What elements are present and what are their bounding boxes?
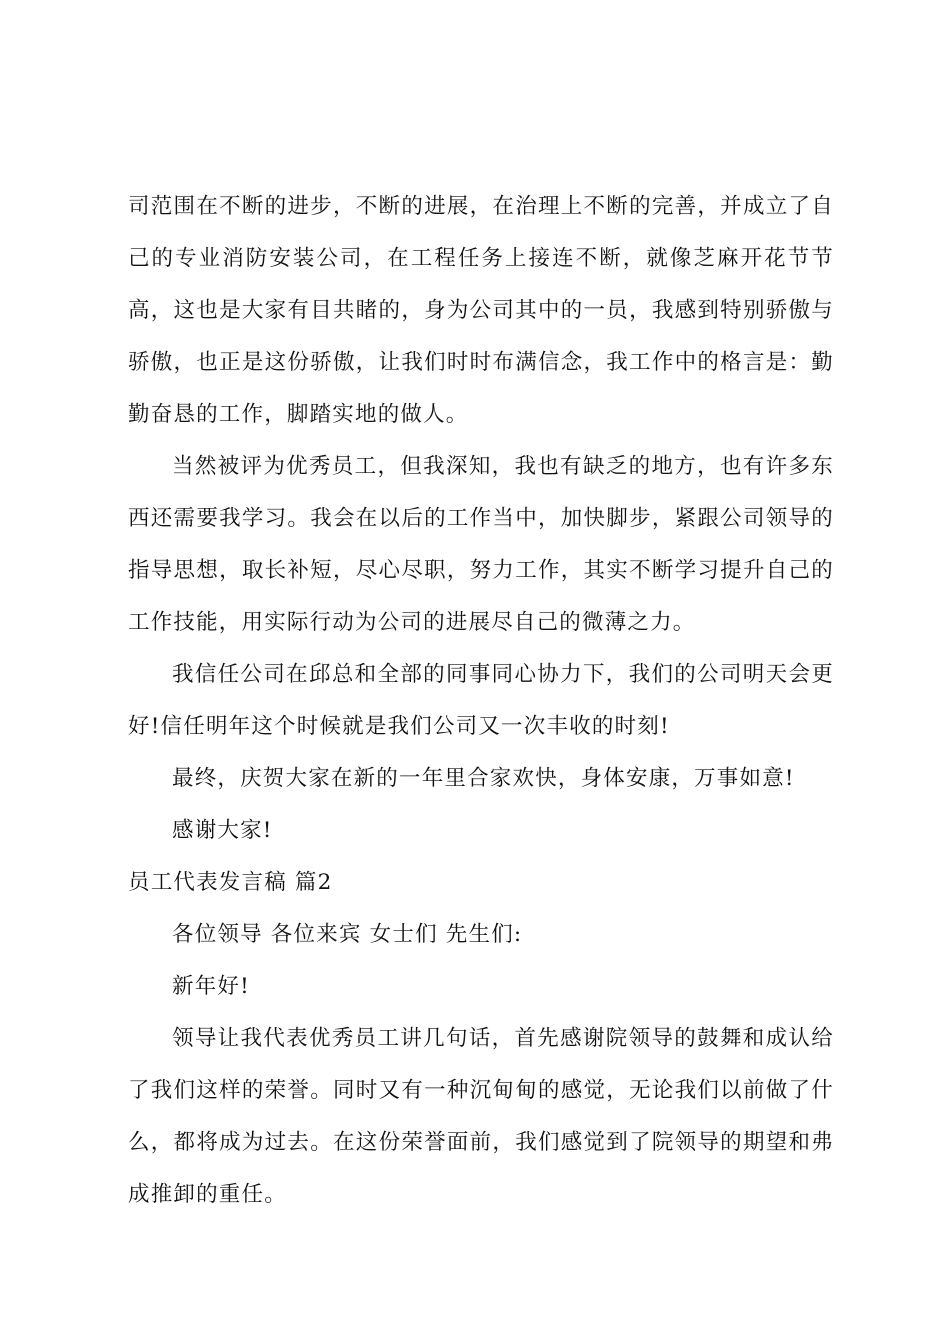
- paragraph-1: [128, 181, 834, 441]
- paragraph-line: 指导思想，取长补短，尽心尽职，努力工作，其实不断学习提升自己的: [128, 558, 834, 583]
- document-body: [128, 181, 834, 1221]
- paragraph-line: 了我们这样的荣誉。同时又有一种沉甸甸的感觉，无论我们以前做了什: [128, 1078, 834, 1103]
- greeting: [128, 909, 834, 961]
- section-heading: [128, 857, 834, 909]
- paragraph-line: 么，都将成为过去。在这份荣誉面前，我们感觉到了院领导的期望和弗: [128, 1130, 834, 1155]
- paragraph-line: 感谢大家!: [172, 818, 273, 843]
- paragraph-line: 我信任公司在邱总和全部的同事同心协力下，我们的公司明天会更: [172, 662, 834, 687]
- paragraph-2: [128, 441, 834, 649]
- paragraph-line: 高，这也是大家有目共睹的，身为公司其中的一员，我感到特别骄傲与: [128, 298, 834, 323]
- section-heading-text: 员工代表发言稿 篇2: [128, 870, 333, 895]
- paragraph-line: 勤奋恳的工作，脚踏实地的做人。: [128, 402, 469, 427]
- paragraph-6: [128, 1013, 834, 1221]
- paragraph-line: 当然被评为优秀员工，但我深知，我也有缺乏的地方，也有许多东: [172, 454, 834, 479]
- paragraph-line: 好!信任明年这个时候就是我们公司又一次丰收的时刻!: [128, 714, 670, 739]
- paragraph-line: 工作技能，用实际行动为公司的进展尽自己的微薄之力。: [128, 610, 696, 635]
- new-year-text: 新年好!: [172, 974, 250, 999]
- paragraph-line: 领导让我代表优秀员工讲几句话，首先感谢院领导的鼓舞和成认给: [172, 1026, 834, 1051]
- new-year-greeting: [128, 961, 834, 1013]
- paragraph-3: [128, 649, 834, 753]
- paragraph-line: 骄傲，也正是这份骄傲，让我们时时布满信念，我工作中的格言是：勤: [128, 350, 834, 375]
- paragraph-5: [128, 805, 834, 857]
- paragraph-line: 司范围在不断的进步，不断的进展，在治理上不断的完善，并成立了自: [128, 194, 834, 219]
- paragraph-line: 西还需要我学习。我会在以后的工作当中，加快脚步，紧跟公司领导的: [128, 506, 834, 531]
- paragraph-line: 己的专业消防安装公司，在工程任务上接连不断，就像芝麻开花节节: [128, 246, 834, 271]
- greeting-text: 各位领导 各位来宾 女士们 先生们:: [172, 922, 523, 947]
- paragraph-line: 最终，庆贺大家在新的一年里合家欢快，身体安康，万事如意!: [172, 766, 795, 791]
- paragraph-line: 成推卸的重任。: [128, 1182, 287, 1207]
- paragraph-4: [128, 753, 834, 805]
